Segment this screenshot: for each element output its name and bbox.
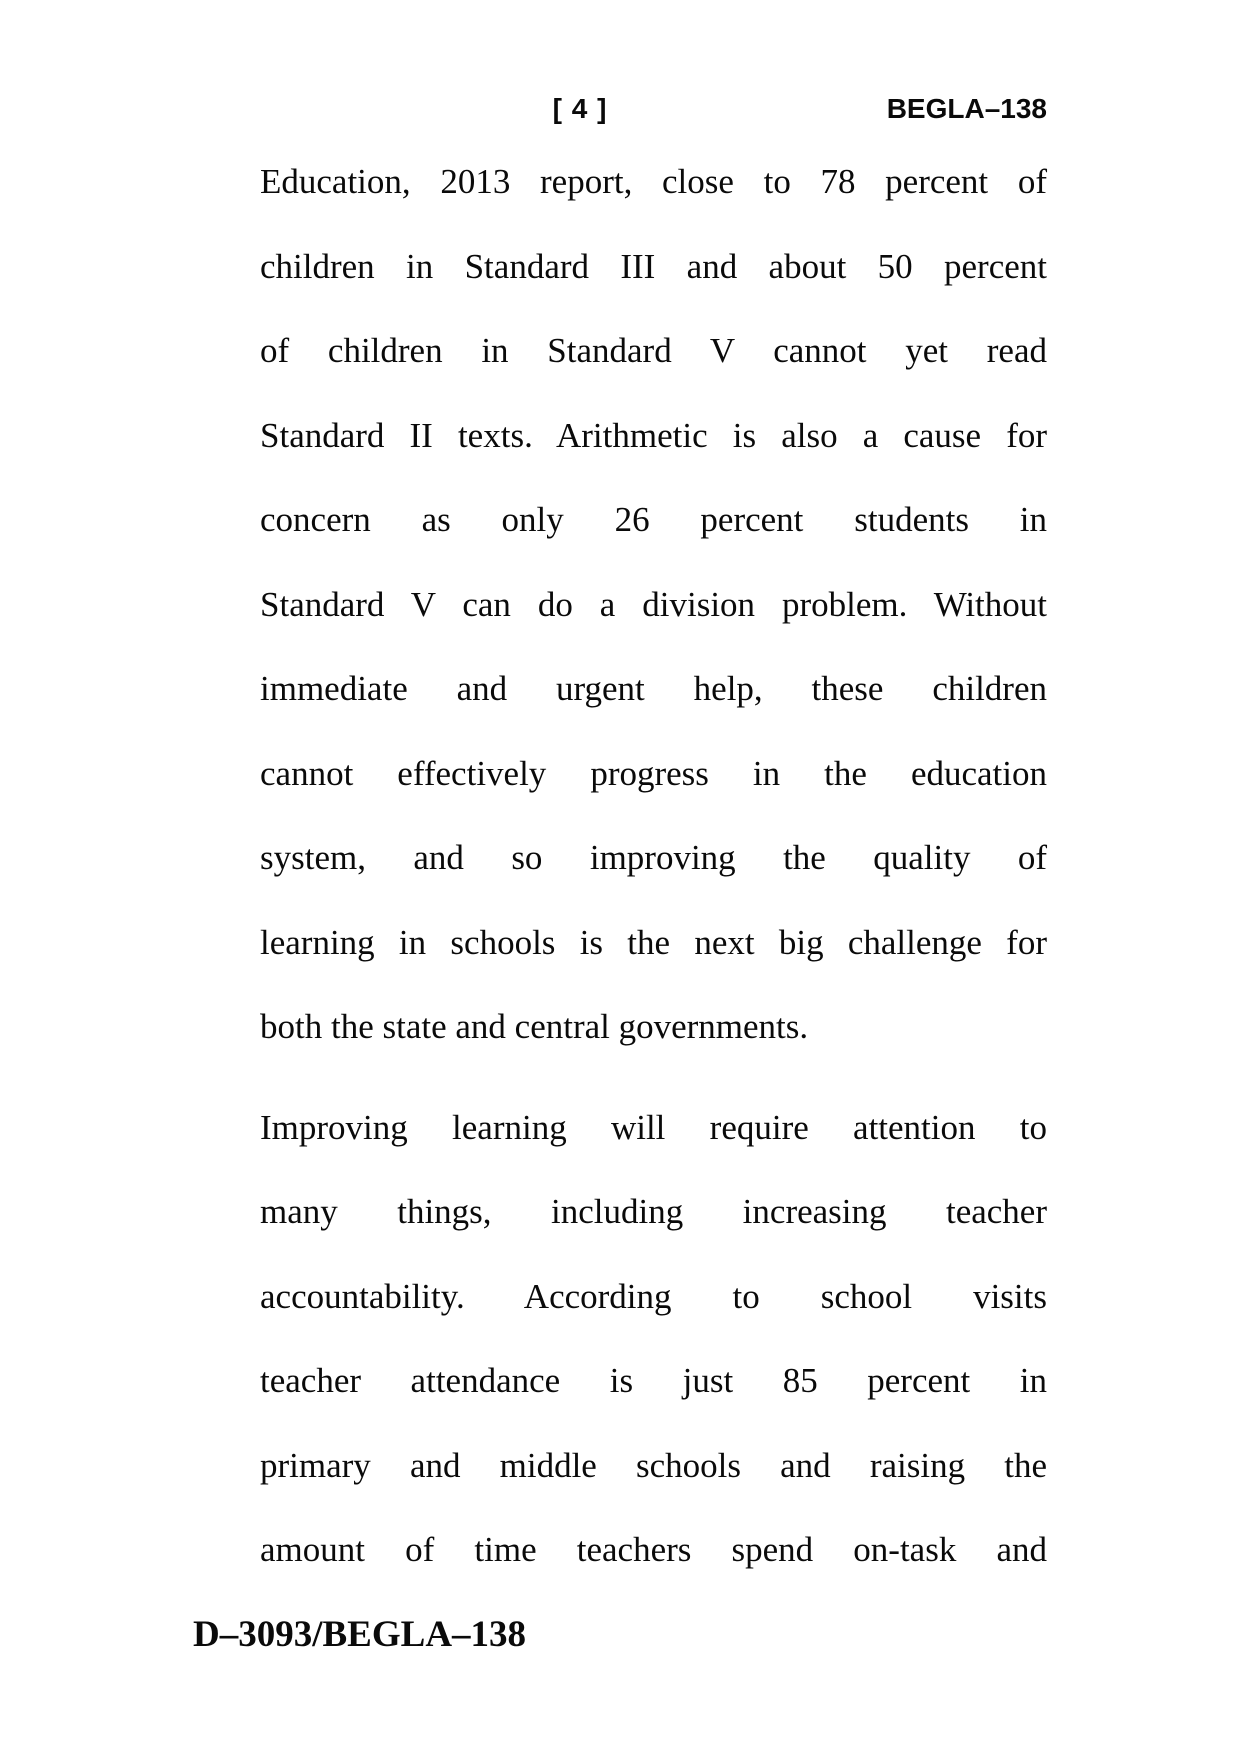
text-line: children in Standard III and about 50 percent [260, 246, 1047, 286]
text-line: many things, including increasing teacher [260, 1192, 1047, 1231]
text-line: of children in Standard V cannot yet read [260, 331, 1047, 370]
text-line: accountability. According to school visits [260, 1276, 1047, 1316]
course-code: BEGLA–138 [886, 93, 1047, 124]
text-line: system, and so improving the quality of [260, 838, 1047, 877]
page-number: [ 4 ] [552, 93, 608, 124]
text-line: Standard II texts. Arithmetic is also a cause for [260, 415, 1047, 455]
text-line: immediate and urgent help, these children [260, 669, 1047, 708]
footer-document-code: D–3093/BEGLA–138 [193, 1614, 527, 1655]
text-line: primary and middle schools and raising the [260, 1445, 1047, 1485]
text-line: Education, 2013 report, close to 78 percent of [260, 162, 1047, 201]
text-line: both the state and central governments. [260, 1007, 809, 1046]
paragraph [260, 1086, 1047, 1593]
text-line: learning in schools is the next big challenge for [260, 922, 1047, 962]
body-text [260, 140, 1047, 1593]
text-line: cannot effectively progress in the education [260, 753, 1047, 793]
text-line: concern as only 26 percent students in [260, 500, 1047, 539]
text-line: Improving learning will require attention to [260, 1107, 1047, 1147]
text-line: teacher attendance is just 85 percent in [260, 1361, 1047, 1400]
paragraph [260, 140, 1047, 1070]
text-line: amount of time teachers spend on-task and [260, 1530, 1047, 1569]
text-line: Standard V can do a division problem. Without [260, 584, 1047, 624]
